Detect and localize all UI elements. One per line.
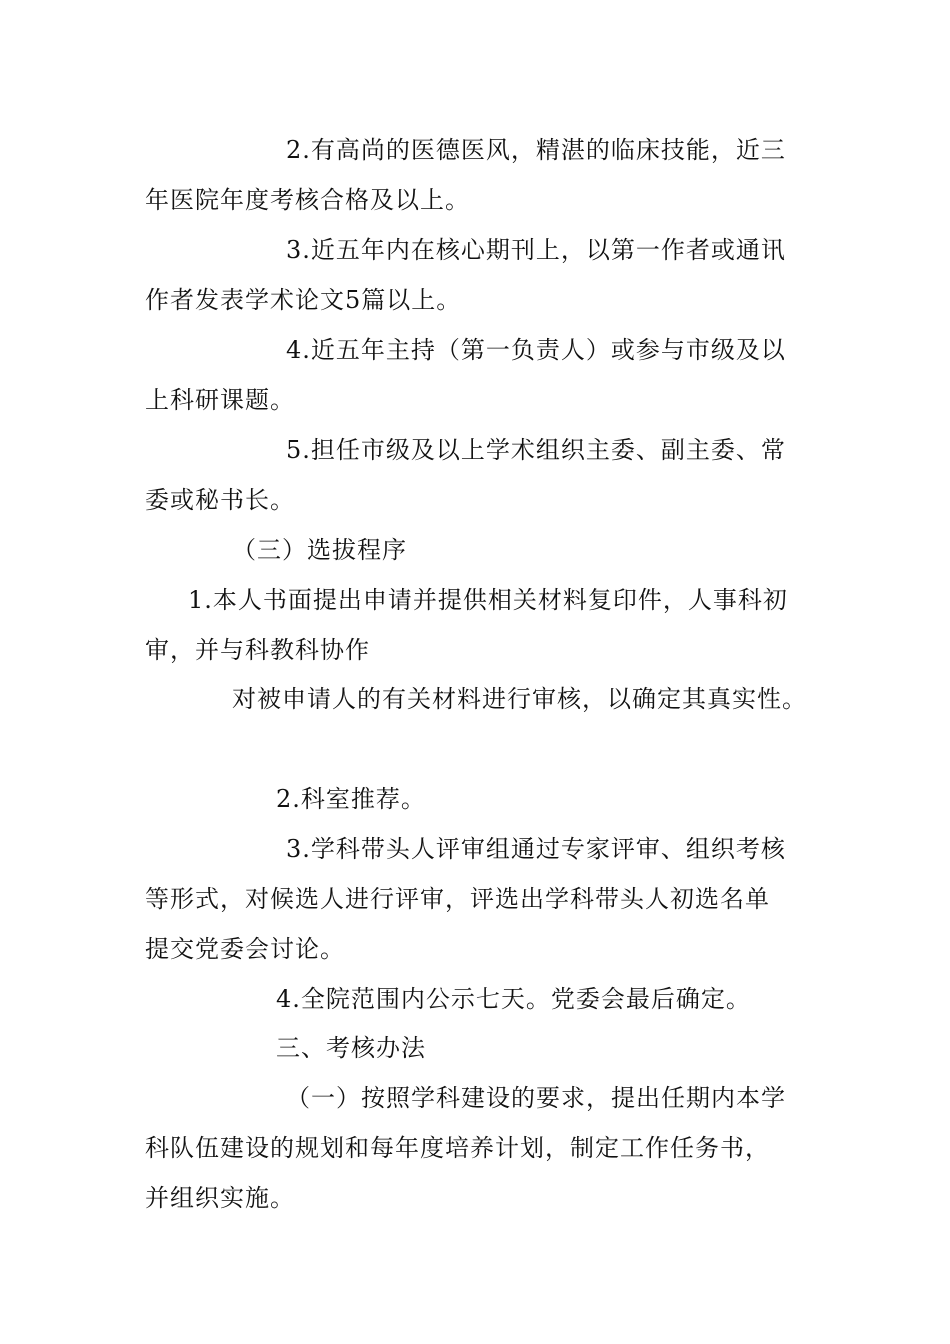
text-line: 科队伍建设的规划和每年度培养计划，制定工作任务书，: [145, 1134, 770, 1162]
text-line: 审，并与科教科协作: [145, 636, 370, 664]
text-line: （一）按照学科建设的要求，提出任期内本学: [286, 1084, 786, 1112]
text-line: 3.近五年内在核心期刊上，以第一作者或通讯: [286, 236, 786, 264]
text-line: 3.学科带头人评审组通过专家评审、组织考核: [286, 835, 786, 863]
text-line: 5.担任市级及以上学术组织主委、副主委、常: [286, 436, 786, 464]
text-line: 4.近五年主持（第一负责人）或参与市级及以: [286, 336, 786, 364]
section-heading: （三）选拔程序: [232, 536, 407, 564]
section-heading: 三、考核办法: [276, 1034, 426, 1062]
text-line: 委或秘书长。: [145, 486, 295, 514]
text-line: 作者发表学术论文5篇以上。: [145, 286, 462, 314]
text-line: 2.有高尚的医德医风，精湛的临床技能，近三: [286, 136, 786, 164]
text-line: 并组织实施。: [145, 1184, 295, 1212]
text-line: 1.本人书面提出申请并提供相关材料复印件，人事科初: [188, 586, 788, 614]
text-line: 年医院年度考核合格及以上。: [145, 186, 470, 214]
text-line: 上科研课题。: [145, 386, 295, 414]
text-line: 4.全院范围内公示七天。党委会最后确定。: [276, 985, 751, 1013]
text-line: 2.科室推荐。: [276, 785, 426, 813]
text-line: 提交党委会讨论。: [145, 935, 345, 963]
text-line: 等形式，对候选人进行评审，评选出学科带头人初选名单: [145, 885, 770, 913]
text-line: 对被申请人的有关材料进行审核，以确定其真实性。: [232, 685, 807, 713]
